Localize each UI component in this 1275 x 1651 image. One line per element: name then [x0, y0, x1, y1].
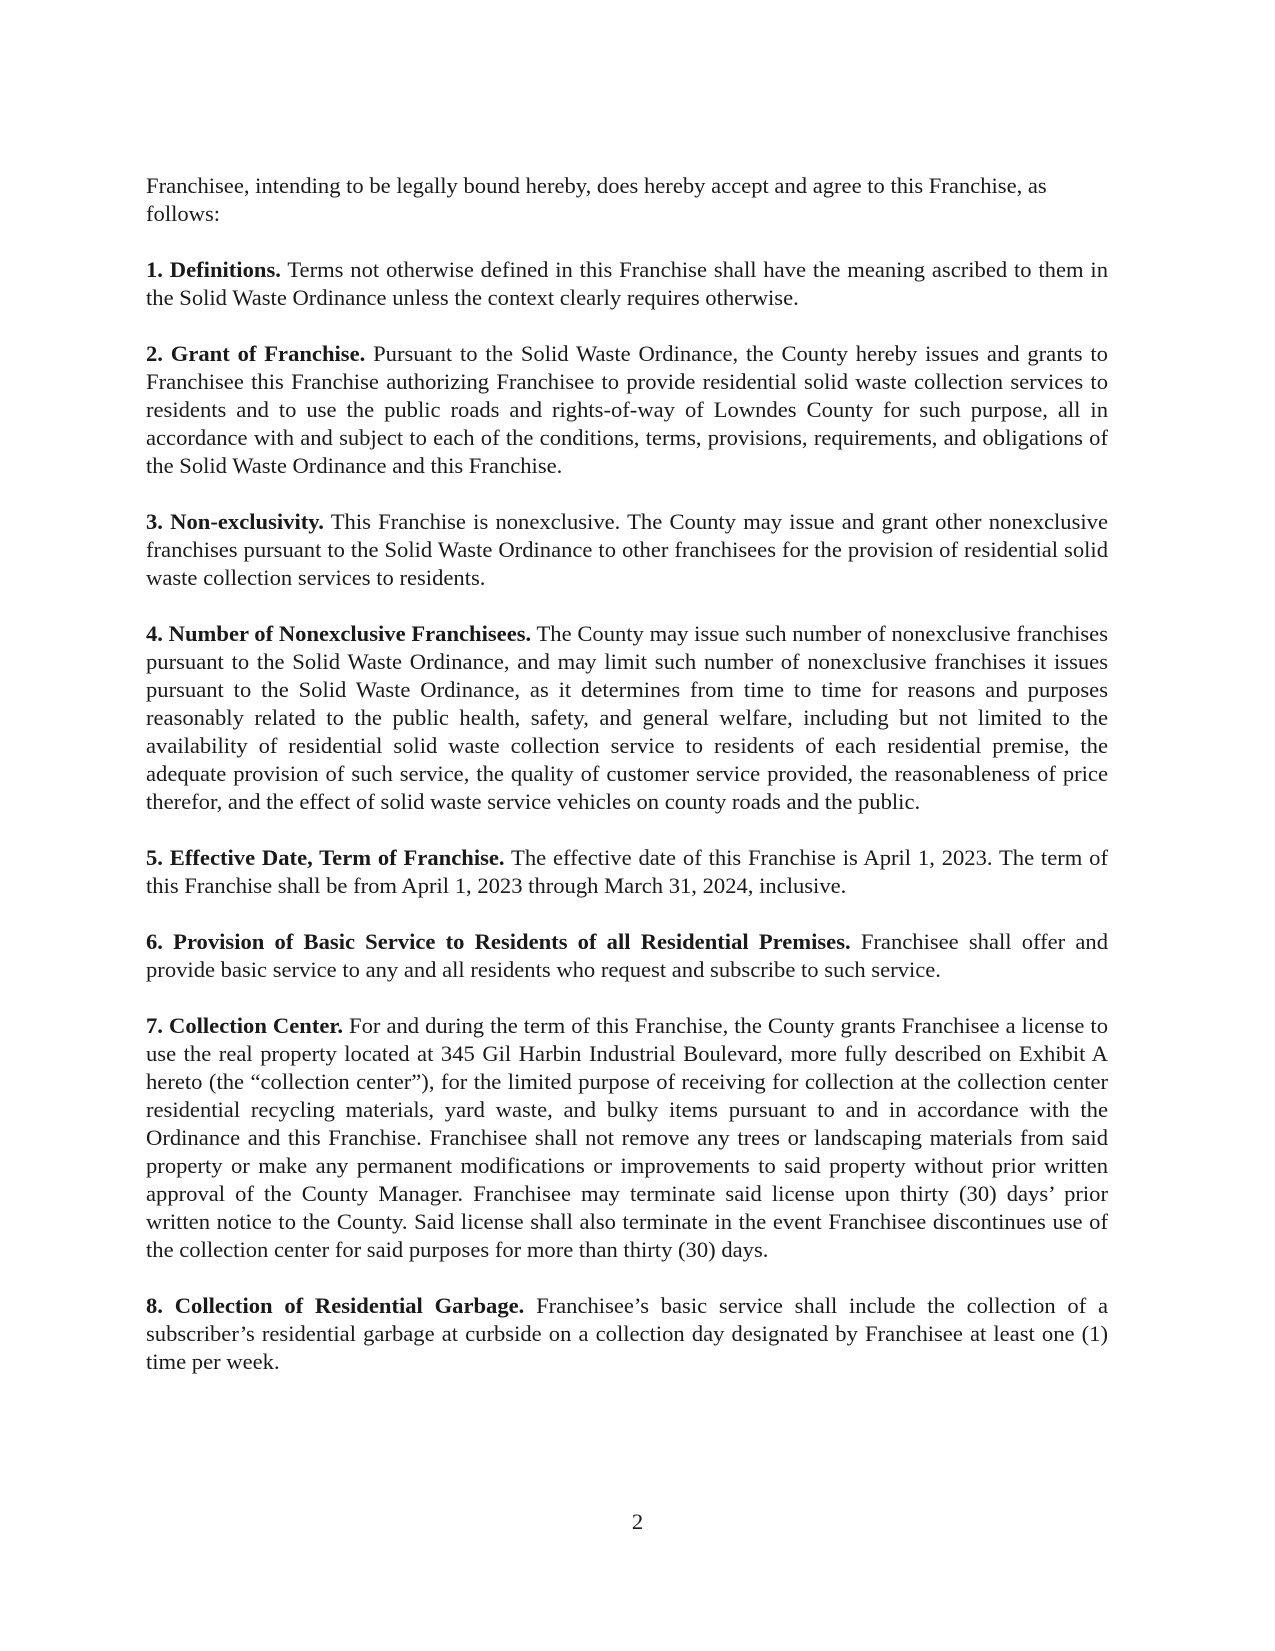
section-2	[146, 340, 1108, 480]
section-7	[146, 1012, 1108, 1264]
section-body: For and during the term of this Franchise, the County grants Franchisee a license to use the real property located at 345 Gil Harbin Industrial Boulevard, more fully described on Exhibit A hereto (the “collection center”), for the limited purpose of receiving for collection at the collection center residential recycling materials, yard waste, and bulky items pursuant to and in accordance with the Ordinance and this Franchise. Franchisee shall not remove any trees or landscaping materials from said property or make any permanent modifications or improvements to said property without prior written approval of the County Manager. Franchisee may terminate said license upon thirty (30) days’ prior written notice to the County. Said license shall also terminate in the event Franchisee discontinues use of the collection center for said purposes for more than thirty (30) days.	[146, 1013, 1109, 1262]
section-body: The County may issue such number of nonexclusive franchises pursuant to the Solid Waste Ordinance, and may limit such number of nonexclusive franchises it issues pursuant to the Solid Waste Ordinance, as it determines from time to time for reasons and purposes reasonably related to the public health, safety, and general welfare, including but not limited to the availability of residential solid waste collection service to residents of each residential premise, the adequate provision of such service, the quality of customer service provided, the reasonableness of price therefor, and the effect of solid waste service vehicles on county roads and the public.	[146, 621, 1108, 814]
section-6	[146, 928, 1108, 984]
section-heading: 2. Grant of Franchise.	[146, 341, 366, 366]
section-heading: 8. Collection of Residential Garbage.	[146, 1293, 525, 1318]
section-heading: 7. Collection Center.	[146, 1013, 343, 1038]
section-body: Franchisee shall offer and provide basic service to any and all residents who request and subscribe to such service.	[146, 929, 1109, 982]
section-body: This Franchise is nonexclusive. The County may issue and grant other nonexclusive franchises pursuant to the Solid Waste Ordinance to other franchisees for the provision of residential solid waste collection services to residents.	[146, 509, 1109, 590]
section-5	[146, 844, 1108, 900]
section-heading: 6. Provision of Basic Service to Residents of all Residential Premises.	[146, 929, 851, 954]
section-3	[146, 508, 1108, 592]
section-heading: 5. Effective Date, Term of Franchise.	[146, 845, 505, 870]
document-body	[146, 172, 1108, 1404]
section-1	[146, 256, 1108, 312]
section-heading: 1. Definitions.	[146, 257, 281, 282]
section-8	[146, 1292, 1108, 1376]
intro-paragraph: Franchisee, intending to be legally bound hereby, does hereby accept and agree to this Franchise, as follows:	[146, 173, 1047, 226]
section-heading: 4. Number of Nonexclusive Franchisees.	[146, 621, 532, 646]
section-heading: 3. Non-exclusivity.	[146, 509, 324, 534]
section-body: The effective date of this Franchise is April 1, 2023. The term of this Franchise shall be from April 1, 2023 through March 31, 2024, inclusive.	[146, 845, 1108, 898]
page-number: 2	[631, 1509, 644, 1534]
section-4	[146, 620, 1108, 816]
section-body: Pursuant to the Solid Waste Ordinance, the County hereby issues and grants to Franchisee this Franchise authorizing Franchisee to provide residential solid waste collection services to residents and to use the public roads and rights-of-way of Lowndes County for such purpose, all in accordance with and subject to each of the conditions, terms, provisions, requirements, and obligations of the Solid Waste Ordinance and this Franchise.	[146, 341, 1108, 478]
section-body: Terms not otherwise defined in this Franchise shall have the meaning ascribed to them in the Solid Waste Ordinance unless the context clearly requires otherwise.	[146, 257, 1108, 310]
section-body: Franchisee’s basic service shall include the collection of a subscriber’s residential garbage at curbside on a collection day designated by Franchisee at least one (1) time per week.	[146, 1293, 1109, 1374]
